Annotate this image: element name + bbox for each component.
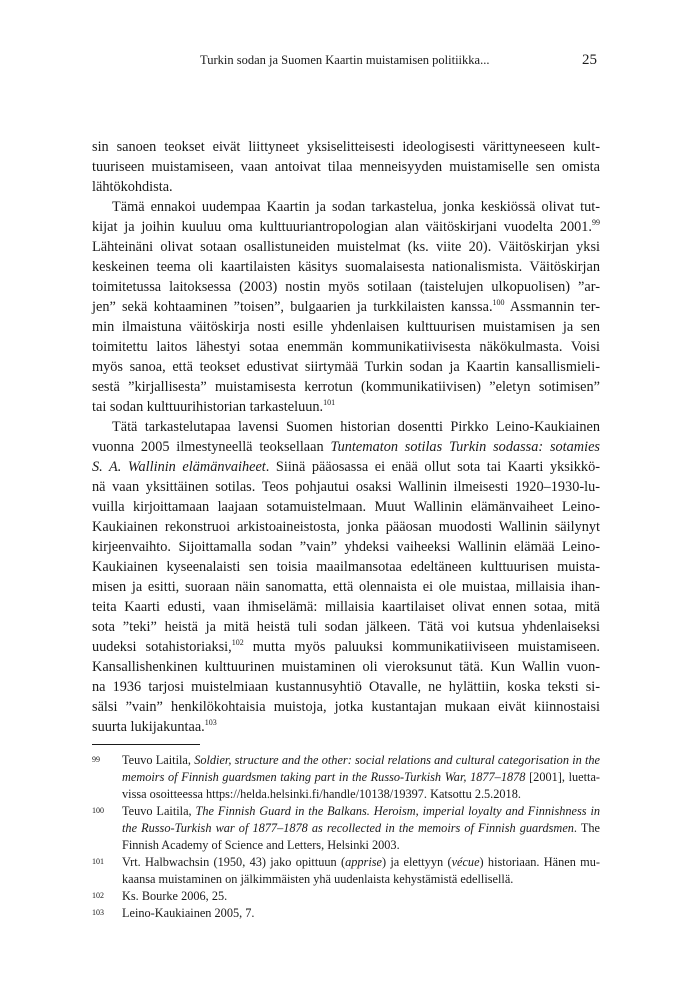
body-line: Kaukiainen rekonstruoi arkistoaineistosta, jonka pääosan muodosti Wallinin säilynyt xyxy=(92,519,600,535)
body-line xyxy=(92,717,600,737)
footnote-number: 101 xyxy=(92,857,104,866)
body-line: tuuriseen muistamiseen, vaan antoivat tilaa menneisyyden muistamiselle sen omista xyxy=(92,159,600,175)
footnote-text-run: ) historiaan. Hänen mu- xyxy=(479,855,600,869)
footnote-ref[interactable]: 100 xyxy=(492,298,505,307)
running-header xyxy=(0,52,692,72)
body-line xyxy=(92,457,600,477)
footnote-ref[interactable]: 103 xyxy=(204,718,217,727)
body-line xyxy=(92,437,600,457)
body-line: sestä ”kirjallisesta” muistamisesta kerrotun (kommunikatiivisen) ”eletyn sotimisen” xyxy=(92,379,600,395)
book-title-italic: S. A. Wallinin elämänvaiheet xyxy=(92,459,266,475)
body-text-run: kijat ja joihin kuuluu oma kulttuuriantropologian alan väitöskirjani vuodelta 2001. xyxy=(92,219,592,235)
body-line xyxy=(92,397,600,417)
footnote-divider xyxy=(92,744,200,745)
footnote-ref[interactable]: 102 xyxy=(231,638,244,647)
body-text-run: Assmannin ter- xyxy=(504,299,601,315)
body-line: toimitetussa laitoksessa (2003) nostin myös sotilaan (taistelujen ulkopuolisen) ”ar- xyxy=(92,279,600,295)
footnote-text-run: Teuvo Laitila, xyxy=(122,804,196,818)
footnote-number: 103 xyxy=(92,908,104,917)
body-line xyxy=(92,217,600,237)
footnote-text-run: . The xyxy=(573,821,600,835)
footnote-ref[interactable]: 99 xyxy=(592,218,600,227)
body-line: sota ”teki” heistä ja mitä heistä tuli sodan jälkeen. Tätä voi kutsua yhdenlaiseksi xyxy=(92,619,600,635)
footnote-line xyxy=(122,803,600,820)
body-text-run: mutta myös paluuksi kommunikatiiviseen muistamiseen. xyxy=(243,639,600,655)
body-line: teita Kaarti edusti, vaan ihmiselämä: millaisia kaartilaiset olivat ennen sotaa, mitä xyxy=(92,599,600,615)
body-line: Kansallishenkinen kulttuurinen muistaminen oli vieroksunut tätä. Kun Wallin vuon- xyxy=(92,659,600,675)
body-text-run: vuonna 2005 ilmestyneellä teoksellaan xyxy=(92,439,331,455)
body-line: Lähteinäni olivat sotaan osallistuneiden muistelmat (ks. viite 20). Väitöskirjan yksi xyxy=(92,239,600,255)
running-title: Turkin sodan ja Suomen Kaartin muistamisen politiikka... xyxy=(200,53,490,67)
page-number: 25 xyxy=(582,52,597,68)
footnote-line xyxy=(122,769,600,786)
footnote-number: 99 xyxy=(92,755,100,764)
body-text-run: . Siinä pääosassa ei enää ollut sota tai Kaarti yksikkö- xyxy=(265,459,600,475)
body-line: myös sanoa, että teokset edustivat siirtymää Turkin sodan ja Kaartin kansallismieli- xyxy=(92,359,600,375)
footnote-103 xyxy=(92,905,600,922)
footnote-ref[interactable]: 101 xyxy=(323,398,336,407)
footnote-text-run: [2001], luetta- xyxy=(525,770,600,784)
body-line: Tätä tarkastelutapaa lavensi Suomen historian dosentti Pirkko Leino-Kaukiainen xyxy=(112,419,600,435)
body-text-run: tai sodan kulttuurihistorian tarkasteluun. xyxy=(92,399,324,415)
body-text xyxy=(92,137,600,737)
body-line xyxy=(92,297,600,317)
footnote-text-run: Vrt. Halbwachsin (1950, 43) jako opittuun ( xyxy=(122,855,346,869)
footnote-line xyxy=(122,752,600,769)
body-line: lähtökohdista. xyxy=(92,179,173,195)
body-line: sälsi ”vain” henkilökohtaisia muistoja, jotka kustantajan mukaan eivät kiinnostaisi xyxy=(92,699,600,715)
body-line: na 1936 tarjosi muistelmiaan kustannusyhtiö Otavalle, ne hylättiin, koska teksti si- xyxy=(92,679,600,695)
footnote-title-italic: Soldier, structure and the other: social relations and cultural categorisation in the xyxy=(194,753,601,767)
footnote-line: Ks. Bourke 2006, 25. xyxy=(122,889,228,903)
footnote-number: 102 xyxy=(92,891,104,900)
footnote-text-run: Teuvo Laitila, xyxy=(122,753,195,767)
footnote-100 xyxy=(92,803,600,854)
body-line: keskeinen teema oli kaartilaisten käsitys suomalaisesta nationalismista. Väitöskirjan xyxy=(92,259,600,275)
footnote-101 xyxy=(92,854,600,888)
body-line: vuilla kirjoittamaan laajaan sotamuistelmaan. Muut Wallinin elämänvaiheet Leino- xyxy=(92,499,600,515)
footnote-line xyxy=(122,854,600,871)
footnote-text-run: ) ja elettyyn ( xyxy=(382,855,452,869)
footnotes xyxy=(92,752,600,922)
footnote-title-italic: the Russo-Turkish war of 1877–1878 as recollected in the memoirs of Finnish guardsmen xyxy=(122,821,574,835)
body-line: kirjeenvaihto. Sijoittamalla sodan ”vain” yhdeksi vaiheeksi Wallinin elämää Leino- xyxy=(92,539,600,555)
body-text-run: suurta lukijakuntaa. xyxy=(92,719,205,735)
footnote-line xyxy=(122,820,600,837)
footnote-line: Leino-Kaukiainen 2005, 7. xyxy=(122,906,255,920)
body-line: Kaukiainen kyseenalaisti sen toisia maailmansotaa edeltäneen kulttuurisen muista- xyxy=(92,559,600,575)
footnote-term-italic: apprise xyxy=(345,855,382,869)
body-line: toimitettu laitos lähestyi sotaa enemmän kommunikatiivisesta näkökulmasta. Voisi xyxy=(92,339,600,355)
footnote-term-italic: vécue xyxy=(451,855,480,869)
footnote-title-italic: memoirs of Finnish guardsmen taking part in the Russo-Turkish War, 1877–1878 xyxy=(122,770,526,784)
body-text-run: uudeksi sotahistoriaksi, xyxy=(92,639,232,655)
footnote-title-italic: The Finnish Guard in the Balkans. Heroism, imperial loyalty and Finnishness in xyxy=(195,804,601,818)
footnote-line: kaansa muistaminen on jälkimmäisten yhä uudenlaista kehystämistä edellisellä. xyxy=(122,872,514,886)
footnote-102 xyxy=(92,888,600,905)
body-line: sin sanoen teokset eivät liittyneet yksiselitteisesti ideologisesti värittyneeseen kult- xyxy=(92,139,600,155)
body-line: Tämä ennakoi uudempaa Kaartin ja sodan tarkastelua, jonka keskiössä olivat tut- xyxy=(112,199,600,215)
body-line: misen ja esitti, suoraan näin sanomatta, että olennaista ei ole muistaa, millaisia ihan- xyxy=(92,579,600,595)
book-title-italic: Tuntematon sotilas Turkin sodassa: sotamies xyxy=(330,439,600,455)
footnote-line: vissa osoitteessa https://helda.helsinki.fi/handle/10138/19397. Katsottu 2.5.2018. xyxy=(122,787,521,801)
body-line: min ilmaistuna väitöskirja nosti esille yhdenlaisen kulttuurisen muistamisen ja sen xyxy=(92,319,600,335)
body-text-run: jen” sekä kohtaaminen ”toisen”, bulgaarien ja turkkilaisten kanssa. xyxy=(92,299,493,315)
body-line xyxy=(92,637,600,657)
footnote-line: Finnish Academy of Science and Letters, Helsinki 2003. xyxy=(122,838,400,852)
footnote-number: 100 xyxy=(92,806,104,815)
body-line: nä vaan yksittäinen sotilas. Teos pohjautui osaksi Wallinin ilmeisesti 1920–1930-lu- xyxy=(92,479,600,495)
footnote-99 xyxy=(92,752,600,803)
